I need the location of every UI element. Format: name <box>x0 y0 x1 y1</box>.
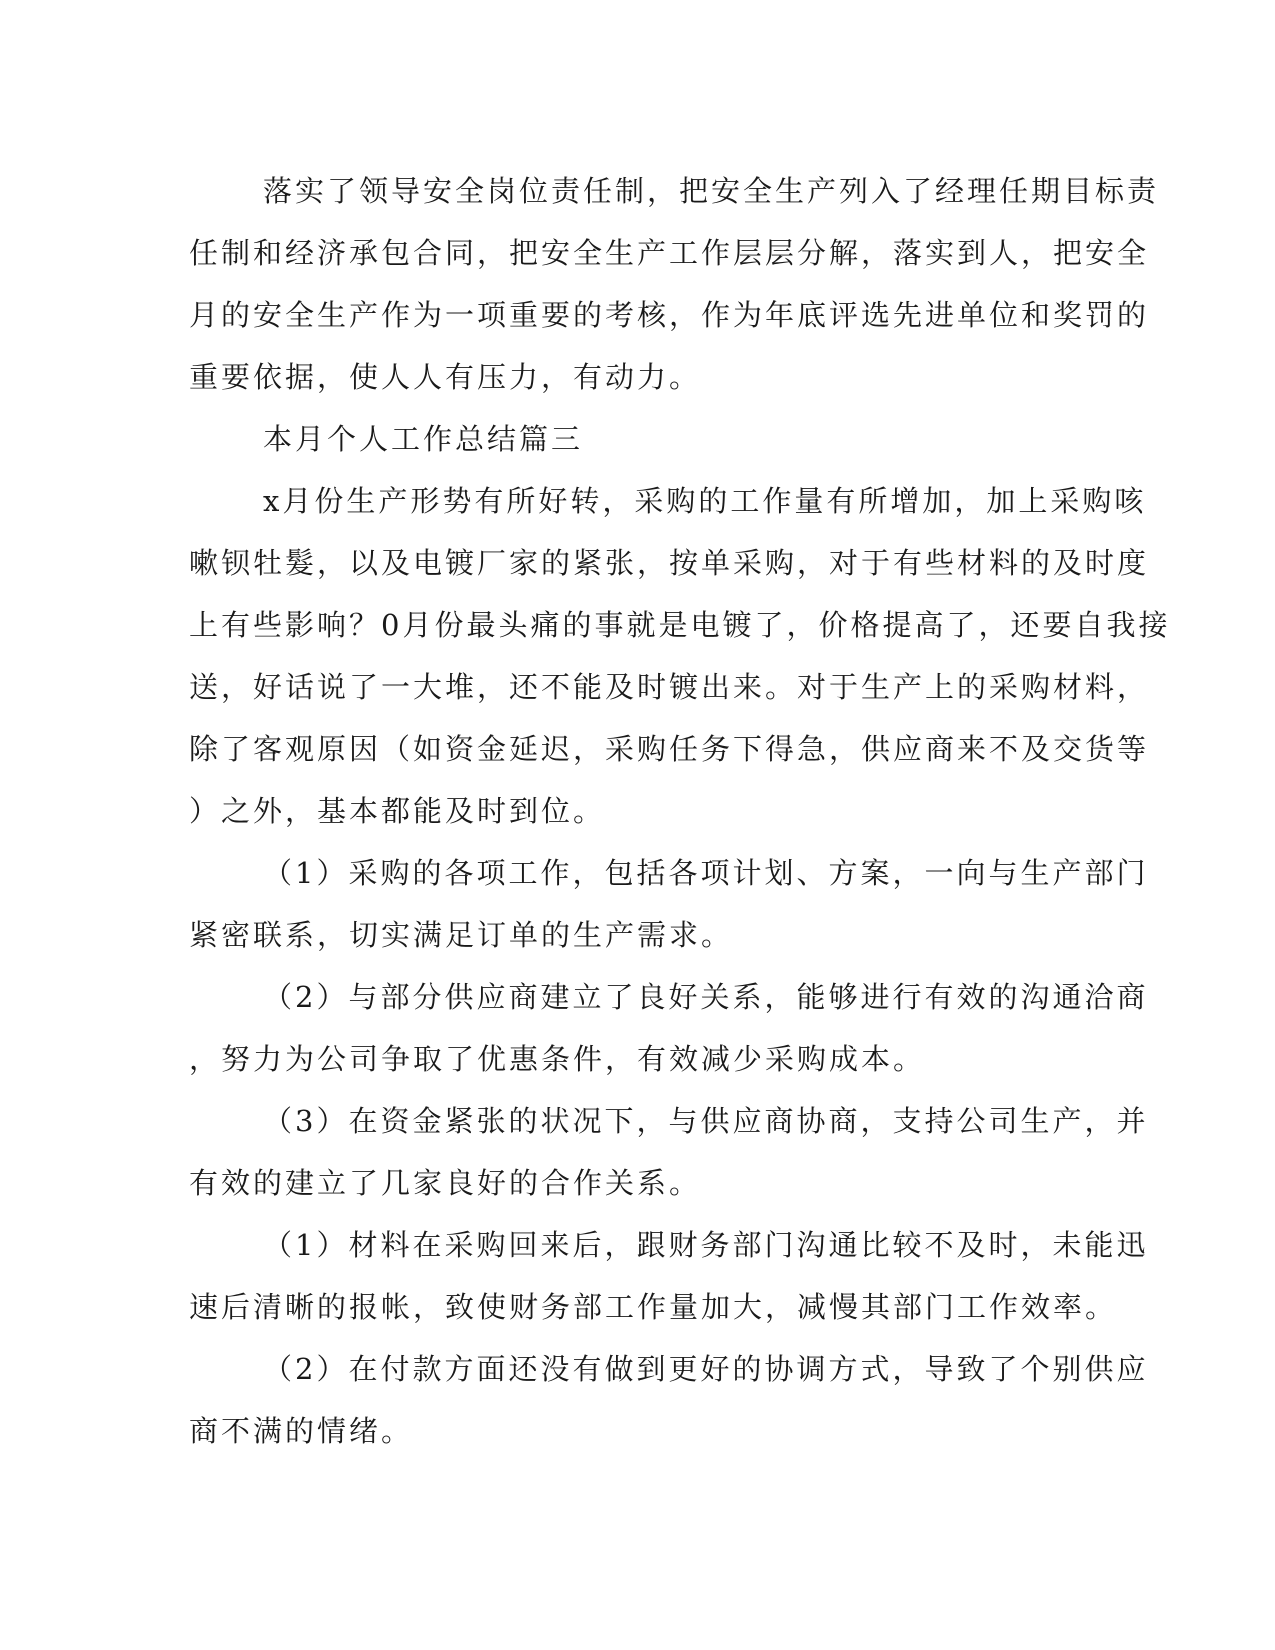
list-item-line: （1）材料在采购回来后，跟财务部门沟通比较不及时，未能迅 <box>263 1228 1149 1262</box>
list-item-line: （2）与部分供应商建立了良好关系，能够进行有效的沟通洽商 <box>263 980 1149 1014</box>
list-item-line: ，努力为公司争取了优惠条件，有效减少采购成本。 <box>189 1042 926 1076</box>
list-item-line: （1）采购的各项工作，包括各项计划、方案，一向与生产部门 <box>263 856 1149 890</box>
paragraph-line: 嗽钡牡髮，以及电镀厂家的紧张，按单采购，对于有些材料的及时度 <box>189 546 1150 580</box>
paragraph-line: 任制和经济承包合同，把安全生产工作层层分解，落实到人，把安全 <box>189 236 1150 270</box>
list-item-line: 紧密联系，切实满足订单的生产需求。 <box>189 918 734 952</box>
list-item-line: （3）在资金紧张的状况下，与供应商协商，支持公司生产，并 <box>263 1104 1149 1138</box>
paragraph-line: 送，好话说了一大堆，还不能及时镀出来。对于生产上的采购材料， <box>189 670 1150 704</box>
list-item-line: 速后清晰的报帐，致使财务部工作量加大，减慢其部门工作效率。 <box>189 1290 1118 1324</box>
paragraph-line: ）之外，基本都能及时到位。 <box>189 794 606 828</box>
section-heading: 本月个人工作总结篇三 <box>263 422 584 456</box>
list-item-line: （2）在付款方面还没有做到更好的协调方式，导致了个别供应 <box>263 1352 1149 1386</box>
paragraph-line: 重要依据，使人人有压力，有动力。 <box>189 360 702 394</box>
paragraph-line: 除了客观原因（如资金延迟，采购任务下得急，供应商来不及交货等 <box>189 732 1150 766</box>
list-item-line: 有效的建立了几家良好的合作关系。 <box>189 1166 702 1200</box>
paragraph-line: 月的安全生产作为一项重要的考核，作为年底评选先进单位和奖罚的 <box>189 298 1150 332</box>
list-item-line: 商不满的情绪。 <box>189 1414 414 1448</box>
paragraph-line: x月份生产形势有所好转，采购的工作量有所增加，加上采购咳 <box>263 484 1147 518</box>
paragraph-line: 落实了领导安全岗位责任制，把安全生产列入了经理任期目标责 <box>263 174 1160 208</box>
paragraph-line: 上有些影响？0月份最头痛的事就是电镀了，价格提高了，还要自我接 <box>189 608 1171 642</box>
document-body <box>189 160 1171 1462</box>
